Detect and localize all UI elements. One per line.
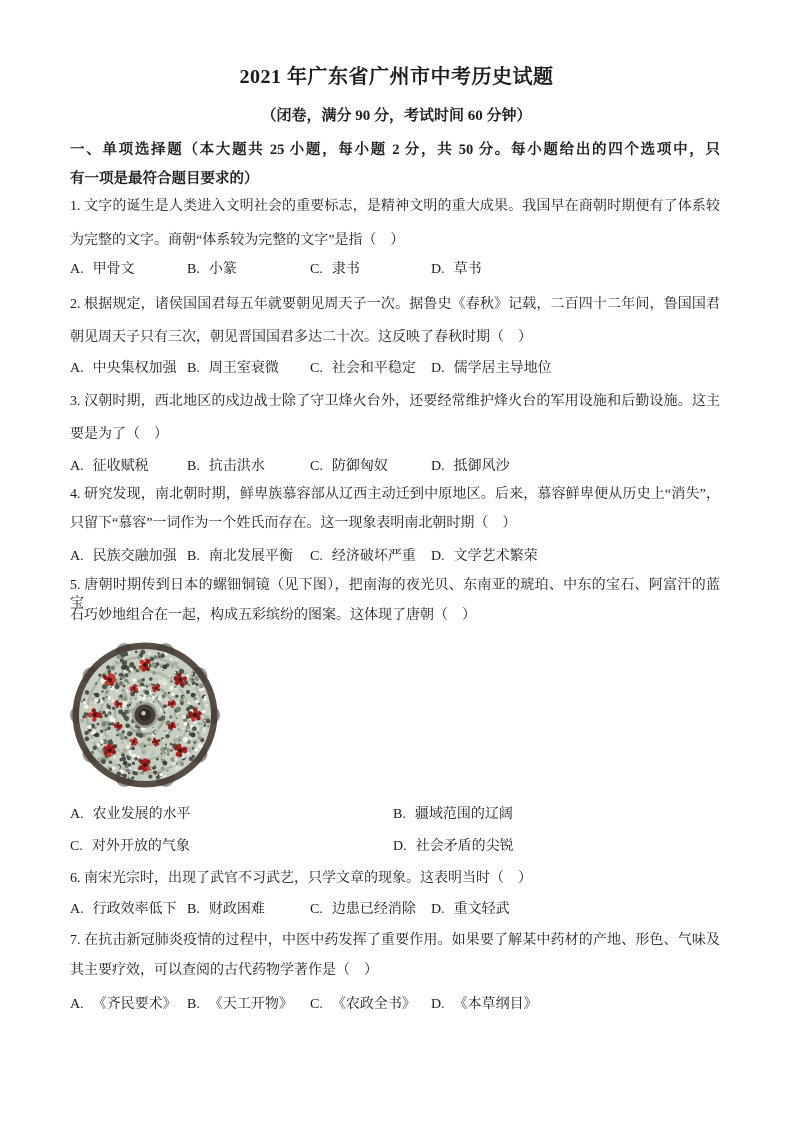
q3-option-d <box>431 458 510 476</box>
option-text: 文学艺术繁荣 <box>453 549 538 564</box>
option-label: C. <box>310 361 323 376</box>
option-label: C. <box>310 997 323 1012</box>
q1-option-b <box>187 261 237 279</box>
q2-option-b <box>187 360 279 378</box>
option-label: B. <box>187 902 200 917</box>
option-label: D. <box>431 361 445 376</box>
option-label: B. <box>187 997 200 1012</box>
inlaid-bronze-mirror-image <box>70 642 220 788</box>
option-text: 农业发展的水平 <box>92 807 191 822</box>
option-text: 行政效率低下 <box>92 902 177 917</box>
option-text: 草书 <box>453 262 482 277</box>
option-label: A. <box>70 361 84 376</box>
q6-option-b <box>187 901 265 919</box>
option-label: A. <box>70 997 84 1012</box>
option-label: A. <box>70 262 84 277</box>
option-text: 边患已经消除 <box>331 902 416 917</box>
option-label: D. <box>431 262 445 277</box>
q4-option-c <box>310 548 416 566</box>
question-3-line1: 3. 汉朝时期，西北地区的戍边战士除了守卫烽火台外，还要经常维护烽火台的军用设施和后勤设施。这主 <box>70 394 720 409</box>
option-text: 防御匈奴 <box>331 459 388 474</box>
option-label: B. <box>187 361 200 376</box>
option-text: 隶书 <box>331 262 360 277</box>
q5-option-b <box>393 806 513 824</box>
q3-option-c <box>310 458 388 476</box>
option-text: 经济破坏严重 <box>331 549 416 564</box>
q7-option-c <box>310 996 416 1014</box>
question-4-line2: 只留下“慕容”一词作为一个姓氏而存在。这一现象表明南北朝时期（ ） <box>70 516 517 531</box>
option-label: D. <box>431 459 445 474</box>
q7-option-d <box>431 996 538 1014</box>
option-label: D. <box>393 839 407 854</box>
option-label: B. <box>187 549 200 564</box>
option-text: 小篆 <box>208 262 237 277</box>
option-label: A. <box>70 459 84 474</box>
q3-option-b <box>187 458 265 476</box>
q6-option-d <box>431 901 510 919</box>
question-1-line1: 1. 文字的诞生是人类进入文明社会的重要标志，是精神文明的重大成果。我国早在商朝时期便有了体系较 <box>70 199 720 214</box>
section-heading-line2: 有一项是最符合题目要求的） <box>70 171 259 187</box>
option-label: C. <box>310 262 323 277</box>
question-4-line1: 4. 研究发现，南北朝时期，鲜卑族慕容部从辽西主动迁到中原地区。后来，慕容鲜卑便从历史上“消失”， <box>70 487 720 502</box>
question-5-line1: 5. 唐朝时期传到日本的螺钿铜镜（见下图），把南海的夜光贝、东南亚的琥珀、中东的宝石、阿富汗的蓝宝 <box>70 578 720 611</box>
question-5-line2: 石巧妙地组合在一起，构成五彩缤纷的图案。这体现了唐朝（ ） <box>70 608 476 623</box>
q5-option-d <box>393 838 514 856</box>
q2-option-a <box>70 360 177 378</box>
q4-option-b <box>187 548 293 566</box>
option-text: 社会矛盾的尖锐 <box>415 839 514 854</box>
question-1-line2: 为完整的文字。商朝“体系较为完整的文字”是指（ ） <box>70 233 405 248</box>
option-label: A. <box>70 549 84 564</box>
option-text: 中央集权加强 <box>92 361 177 376</box>
q1-option-a <box>70 261 135 279</box>
option-label: D. <box>431 549 445 564</box>
question-7-line2: 其主要疗效，可以查阅的古代药物学著作是（ ） <box>70 963 378 978</box>
option-text: 民族交融加强 <box>92 549 177 564</box>
q7-option-a <box>70 996 177 1014</box>
option-text: 甲骨文 <box>92 262 135 277</box>
option-label: C. <box>310 549 323 564</box>
q3-option-a <box>70 458 149 476</box>
question-3-line2: 要是为了（ ） <box>70 427 168 442</box>
option-label: B. <box>187 262 200 277</box>
option-text: 《天工开物》 <box>208 997 293 1012</box>
page-title: 2021 年广东省广州市中考历史试题 <box>239 66 554 88</box>
option-text: 周王室衰微 <box>208 361 279 376</box>
question-6-line1: 6. 南宋光宗时，出现了武官不习武艺，只学文章的现象。这表明当时（ ） <box>70 871 532 886</box>
option-label: C. <box>70 839 83 854</box>
q6-option-a <box>70 901 177 919</box>
option-text: 《齐民要术》 <box>92 997 177 1012</box>
q1-option-d <box>431 261 482 279</box>
option-text: 财政困难 <box>208 902 265 917</box>
option-label: A. <box>70 807 84 822</box>
q6-option-c <box>310 901 416 919</box>
option-text: 重文轻武 <box>453 902 510 917</box>
q4-option-a <box>70 548 177 566</box>
question-2-line1: 2. 根据规定，诸侯国国君每五年就要朝见周天子一次。据鲁史《春秋》记载，二百四十二年间，鲁国国君 <box>70 297 720 312</box>
option-text: 征收赋税 <box>92 459 149 474</box>
option-text: 对外开放的气象 <box>91 839 190 854</box>
option-text: 儒学居主导地位 <box>453 361 552 376</box>
option-label: C. <box>310 459 323 474</box>
question-7-line1: 7. 在抗击新冠肺炎疫情的过程中，中医中药发挥了重要作用。如果要了解某中药材的产地、形色、气味及 <box>70 933 720 948</box>
q1-option-c <box>310 261 360 279</box>
option-text: 南北发展平衡 <box>208 549 293 564</box>
q7-option-b <box>187 996 293 1014</box>
option-label: B. <box>393 807 406 822</box>
question-2-line2: 朝见周天子只有三次，朝见晋国国君多达二十次。这反映了春秋时期（ ） <box>70 330 532 345</box>
option-text: 《农政全书》 <box>331 997 416 1012</box>
q5-option-a <box>70 806 191 824</box>
q2-option-d <box>431 360 552 378</box>
option-text: 抵御风沙 <box>453 459 510 474</box>
q5-option-c <box>70 838 190 856</box>
option-label: A. <box>70 902 84 917</box>
option-label: B. <box>187 459 200 474</box>
option-label: C. <box>310 902 323 917</box>
option-text: 《本草纲目》 <box>453 997 538 1012</box>
option-text: 抗击洪水 <box>208 459 265 474</box>
option-text: 社会和平稳定 <box>331 361 416 376</box>
option-label: D. <box>431 902 445 917</box>
section-heading-line1: 一、单项选择题（本大题共 25 小题，每小题 2 分，共 50 分。每小题给出的四个选项中，只 <box>70 142 720 158</box>
exam-meta-line: （闭卷，满分 90 分，考试时间 60 分钟） <box>261 108 532 124</box>
option-label: D. <box>431 997 445 1012</box>
q4-option-d <box>431 548 538 566</box>
option-text: 疆域范围的辽阔 <box>414 807 513 822</box>
q2-option-c <box>310 360 416 378</box>
